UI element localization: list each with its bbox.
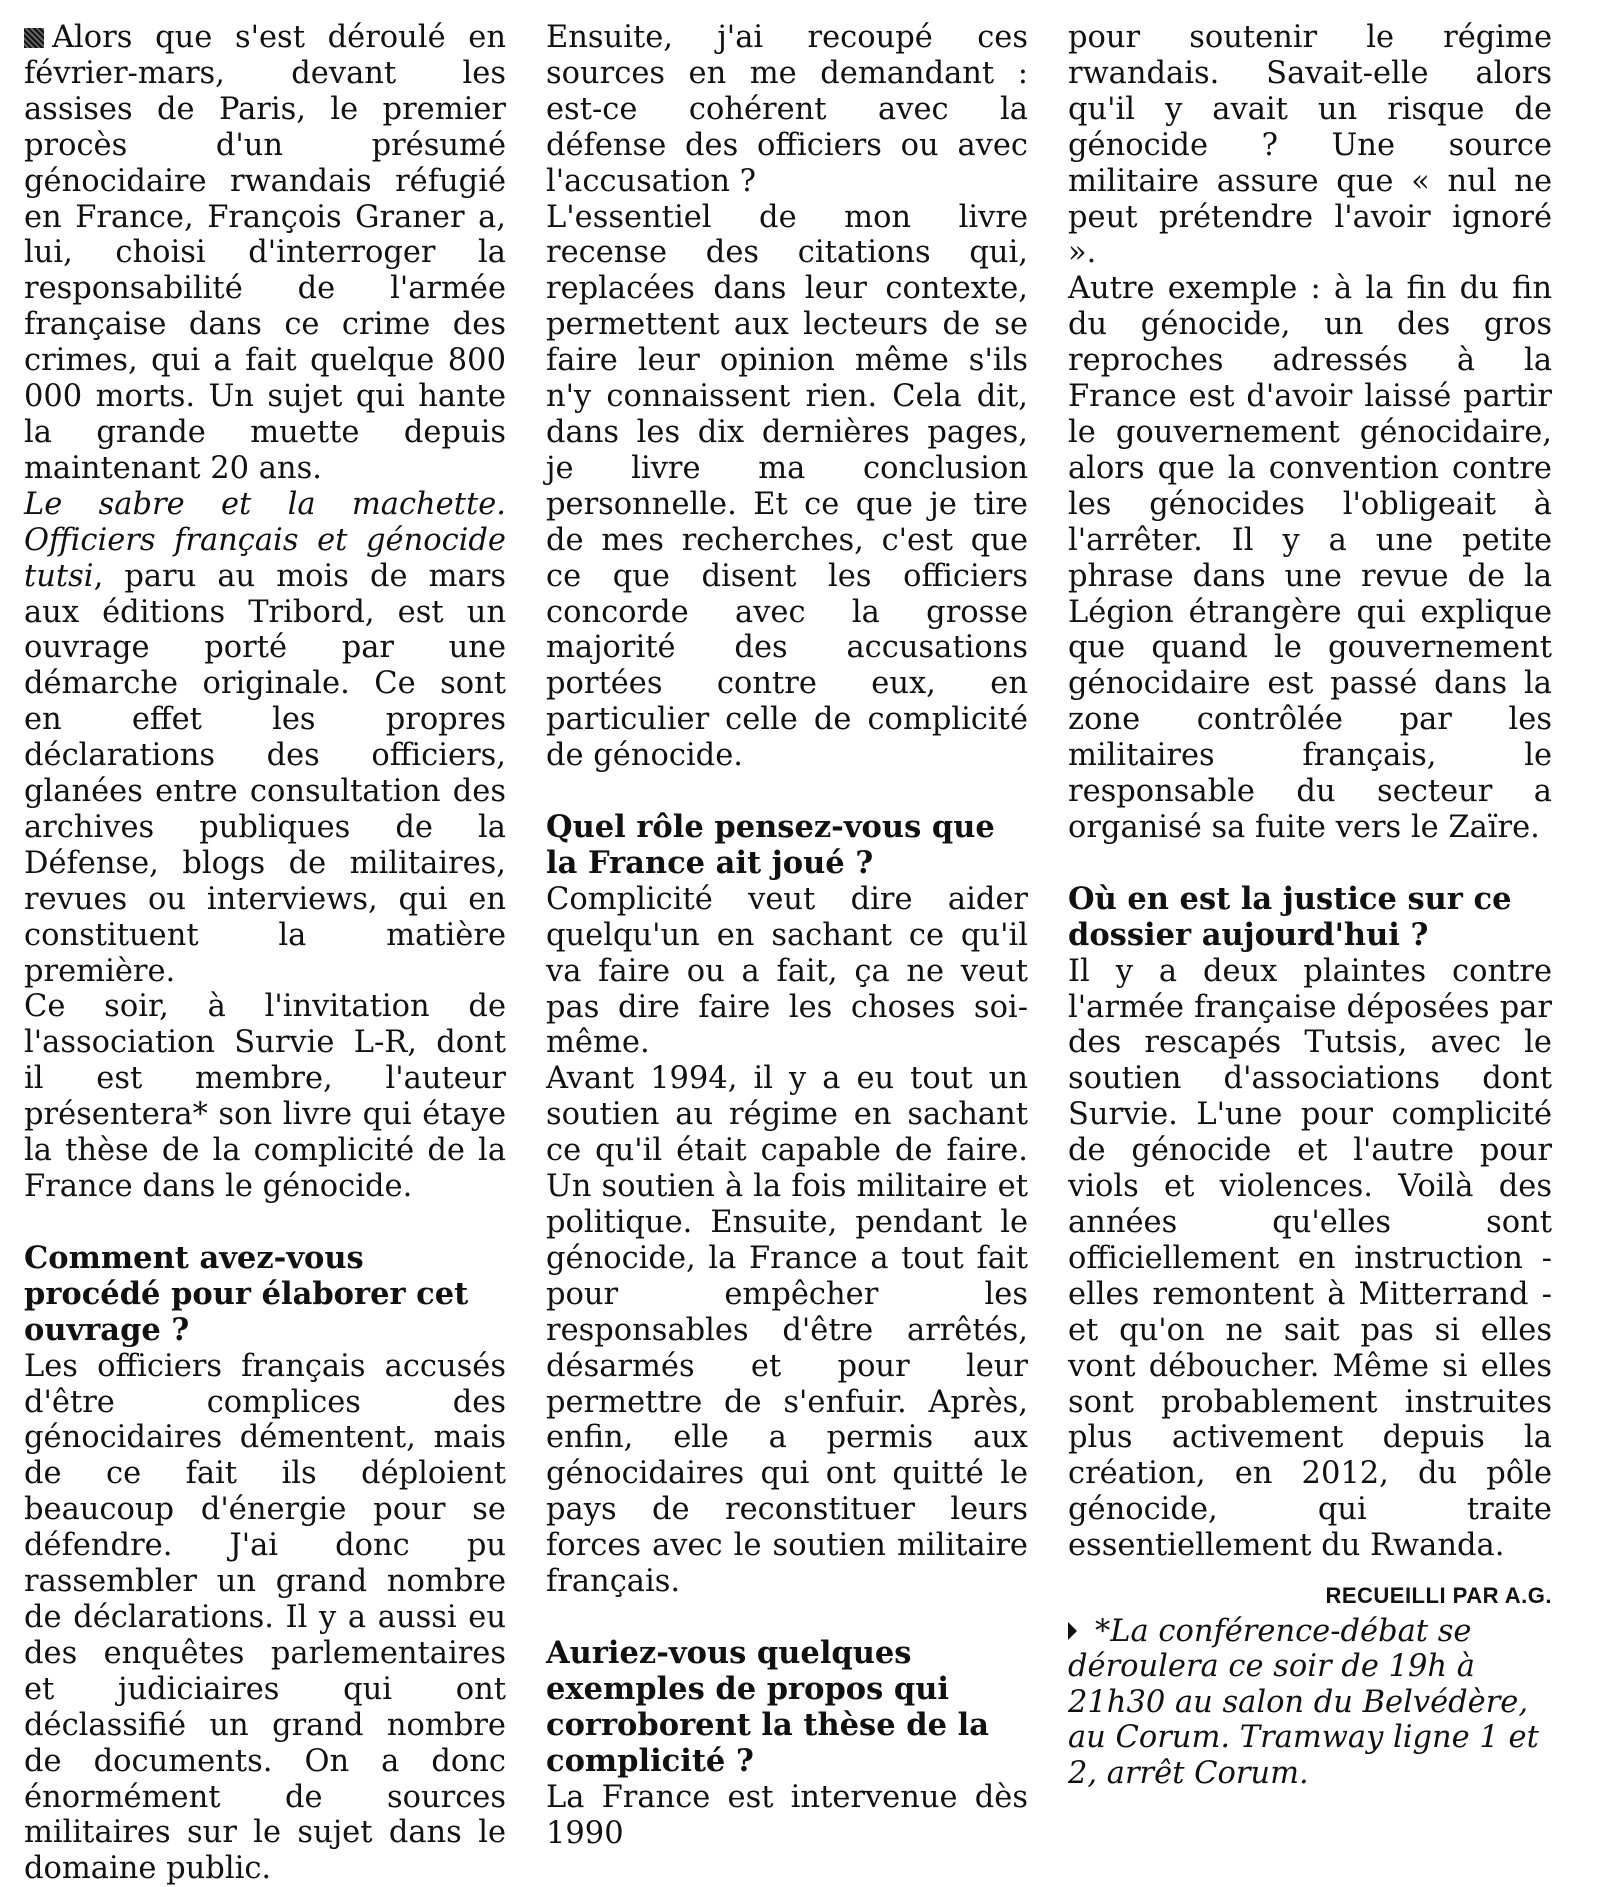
question-4: Où en est la justice sur ce dossier aujourd'hui ? [1068,880,1512,953]
event-footnote [1068,1614,1552,1792]
answer-2-paragraph-1: Complicité veut dire aider quelqu'un en sachant ce qu'il va faire ou a fait, ça ne veut pas dire faire les choses soi-même. [546,881,1028,1061]
book-paragraph [24,487,506,990]
question-1: Comment avez-vous procédé pour élaborer cet ouvrage ? [24,1239,469,1348]
column-3 [1068,20,1552,1791]
triangle-bullet-icon [1068,1622,1077,1640]
answer-1-paragraph-1: Les officiers français accusés d'être complices des génocidaires démentent, mais de ce fait ils déploient beaucoup d'énergie pour se défendre. J'ai donc pu rassembler un grand nombre de déclarations. Il y a aussi eu des enquêtes parlementaires et judiciaires qui ont déclassifié un grand nombre de documents. On a donc énormément de sources militaires sur le sujet dans le domaine public. [24,1348,506,1887]
answer-1-paragraph-3: L'essentiel de mon livre recense des citations qui, replacées dans leur contexte, permettent aux lecteurs de se faire leur opinion même s'ils n'y connaissent rien. Cela dit, dans les dix dernières pages, je livre ma conclusion personnelle. Et ce que je tire de mes recherches, c'est que ce que disent les officiers concorde avec la grosse majorité des accusations portées contre eux, en particulier celle de complicité de génocide. [546,199,1028,774]
answer-1-paragraph-2: Ensuite, j'ai recoupé ces sources en me demandant : est-ce cohérent avec la défense des officiers ou avec l'accusation ? [546,20,1028,199]
square-bullet-icon [24,28,44,48]
answer-3-continued: pour soutenir le régime rwandais. Savait-elle alors qu'il y avait un risque de génocide ? Une source militaire assure que « nul ne peut prétendre l'avoir ignoré ». [1068,20,1552,271]
footnote-text: *La conférence-débat se déroulera ce soir de 19h à 21h30 au salon du Belvédère, au Corum. Tramway ligne 1 et 2, arrêt Corum. [1068,1613,1539,1791]
intro-text: Alors que s'est déroulé en février-mars, devant les assises de Paris, le premier procès d'un présumé génocidaire rwandais réfugié en France, François Graner a, lui, choisi d'interroger la responsabilité de l'armée française dans ce crime des crimes, qui a fait quelque 800 000 morts. Un sujet qui hante la grande muette depuis maintenant 20 ans. [24,20,506,486]
question-2: Quel rôle pensez-vous que la France ait joué ? [546,809,995,881]
book-title: Le sabre et la machette. Officiers français et génocide tutsi [24,486,506,594]
answer-3-paragraph-2: Autre exemple : à la fin du fin du génocide, un des gros reproches adressés à la France est d'avoir laissé partir le gouvernement génocidaire, alors que la convention contre les génocides l'obligeait à l'arrêter. Il y a une petite phrase dans une revue de la Légion étrangère qui explique que quand le gouvernement génocidaire est passé dans la zone contrôlée par les militaires français, le responsable du secteur a organisé sa fuite vers le Zaïre. [1068,271,1552,845]
answer-3-start: La France est intervenue dès 1990 [546,1779,1028,1851]
byline-credit: RECUEILLI PAR A.G. [1325,1583,1552,1609]
question-3: Auriez-vous quelques exemples de propos qui corroborent la thèse de la complicité ? [546,1634,989,1779]
column-1 [24,20,506,1887]
answer-2-paragraph-2: Avant 1994, il y a eu tout un soutien au régime en sachant ce qu'il était capable de faire. Un soutien à la fois militaire et politique. Ensuite, pendant le génocide, la France a tout fait pour empêcher les responsables d'être arrêtés, désarmés et pour leur permettre de s'enfuir. Après, enfin, elle a permis aux génocidaires qui ont quitté le pays de reconstituer leurs forces avec le soutien militaire français. [546,1061,1028,1600]
answer-4-paragraph-1: Il y a deux plaintes contre l'armée française déposées par des rescapés Tutsis, avec le soutien d'associations dont Survie. L'une pour complicité de génocide et l'autre pour viols et violences. Voilà des années qu'elles sont officiellement en instruction - elles remontent à Mitterrand - et qu'on ne sait pas si elles vont déboucher. Même si elles sont probablement instruites plus activement depuis la création, en 2012, du pôle génocide, qui traite essentiellement du Rwanda. [1068,953,1552,1564]
column-2 [546,20,1028,1851]
book-description: , paru au mois de mars aux éditions Tribord, est un ouvrage porté par une démarche originale. Ce sont en effet les propres déclarations des officiers, glanées entre consultation des archives publiques de la Défense, blogs de militaires, revues ou interviews, qui en constituent la matière première. [24,558,506,989]
event-paragraph: Ce soir, à l'invitation de l'association Survie L-R, dont il est membre, l'auteur présentera* son livre qui étaye la thèse de la complicité de la France dans le génocide. [24,989,506,1204]
intro-paragraph [24,20,506,487]
